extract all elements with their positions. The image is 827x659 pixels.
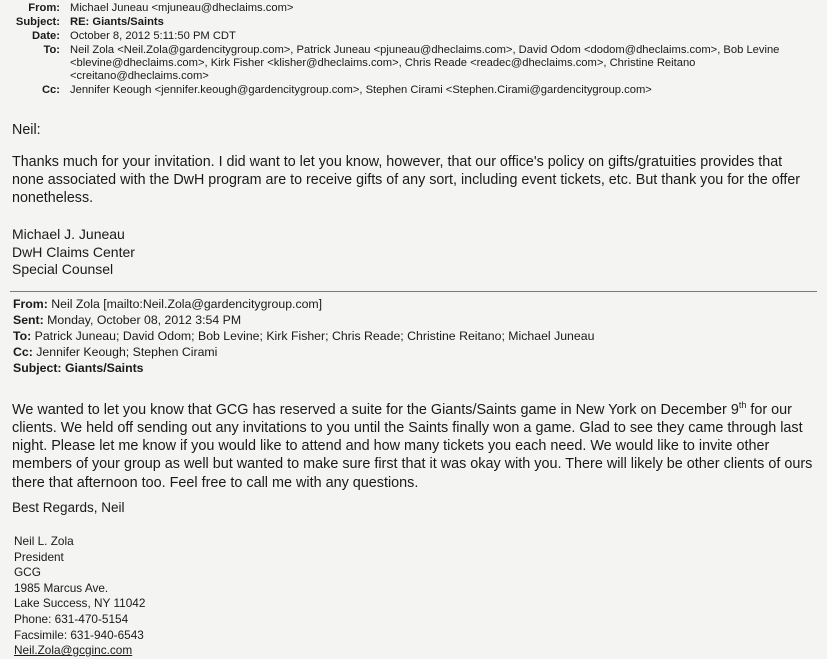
orig-body-part1: We wanted to let you know that GCG has reserved a suite for the Giants/Saints game in New York on December 9: [12, 401, 739, 418]
reply-body: Thanks much for your invitation. I did want to let you know, however, that our office's policy on gifts/gratuities provides that none associated with the DwH program are to receive gifts of any sort, including event tickets, etc. But thank you for the offer nonetheless.: [12, 154, 801, 206]
orig-cc-value: Jennifer Keough; Stephen Cirami: [36, 345, 218, 359]
reply-sig-name: Michael J. Juneau: [12, 226, 125, 242]
orig-cc-row: [13, 344, 594, 360]
from-label: From:: [28, 2, 60, 14]
from-value: Michael Juneau <mjuneau@dheclaims.com>: [70, 2, 294, 14]
subject-value: RE: Giants/Saints: [70, 16, 164, 28]
message-divider: [10, 291, 817, 292]
reply-sig-org: DwH Claims Center: [12, 243, 135, 260]
orig-sig-line: President: [14, 549, 64, 564]
date-label: Date:: [32, 30, 60, 42]
orig-sig-line: 1985 Marcus Ave.: [14, 580, 109, 595]
orig-body-part2: for our clients. We held off sending out any invitations to you until the Saints finally won a game. Glad to see they came through last night. Please let me know if you would like to attend and how many tickets you each need. We would like to invite other members of your group as well but wanted to make sure first that it was okay with you. There will likely be other clients of ours there that afternoon too. Feel free to call me with any questions.: [12, 401, 813, 491]
orig-closing: Best Regards, Neil: [12, 500, 125, 515]
reply-signature: [12, 226, 135, 279]
original-body: [12, 396, 817, 492]
orig-sig-line: Neil L. Zola: [14, 534, 74, 548]
orig-sig-line: Lake Success, NY 11042: [14, 596, 146, 611]
orig-sent-value: Monday, October 08, 2012 3:54 PM: [47, 313, 242, 327]
orig-sent-label: Sent:: [13, 313, 44, 327]
orig-sent-row: [13, 312, 594, 328]
orig-signature: [14, 534, 145, 659]
orig-sig-line: Phone: 631-470-5154: [14, 611, 129, 626]
original-header: [13, 296, 594, 376]
to-value: Neil Zola <Neil.Zola@gardencitygroup.com>, Patrick Juneau <pjuneau@dheclaims.com>, David Odom <dodom@dheclaims.com>, Bob Levine <blevine@dheclaims.com>, Kirk Fisher <klisher@dheclaims.com>, Chris Reade <readec@dheclaims.com>, Christine Reitano <creitano@dheclaims.com>: [70, 44, 780, 82]
orig-sig-line: GCG: [14, 565, 41, 580]
cc-value: Jennifer Keough <jennifer.keough@gardencitygroup.com>, Stephen Cirami <Stephen.Cirami@gardencitygroup.com>: [70, 84, 652, 96]
subject-label: Subject:: [15, 16, 60, 28]
cc-label: Cc:: [41, 84, 60, 96]
reply-greeting: Neil:: [12, 122, 41, 138]
orig-to-row: [13, 328, 594, 344]
orig-cc-label: Cc:: [13, 345, 33, 359]
date-value: October 8, 2012 5:11:50 PM CDT: [70, 30, 236, 42]
reply-sig-title: Special Counsel: [12, 261, 114, 277]
orig-from-value: Neil Zola [mailto:Neil.Zola@gardencitygroup.com]: [51, 297, 323, 311]
orig-body-sup: th: [738, 400, 747, 410]
orig-subject-row: [13, 360, 594, 376]
to-label: To:: [43, 44, 60, 56]
orig-subject-value: Giants/Saints: [64, 361, 144, 375]
orig-to-value: Patrick Juneau; David Odom; Bob Levine; Kirk Fisher; Chris Reade; Christine Reitano; Michael Juneau: [34, 329, 595, 343]
orig-from-row: [13, 296, 594, 312]
orig-sig-line: Facsimile: 631-940-6543: [14, 627, 144, 642]
orig-sig-email-link[interactable]: Neil.Zola@gcginc.com: [14, 643, 133, 658]
orig-from-label: From:: [13, 297, 48, 311]
orig-subject-label: Subject:: [13, 361, 62, 375]
orig-to-label: To:: [13, 329, 32, 343]
